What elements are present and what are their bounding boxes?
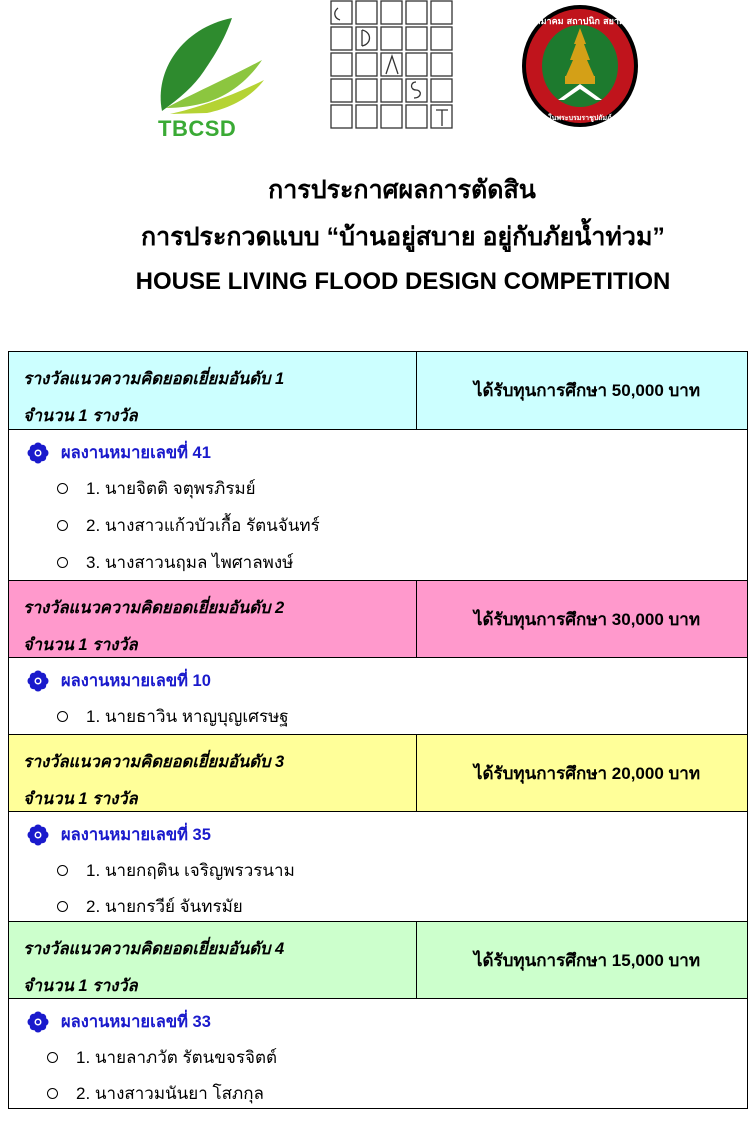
seal-top-text: สมาคม สถาปนิก สยาม <box>535 17 625 27</box>
circle-bullet-icon <box>47 1052 58 1063</box>
entry-number: ผลงานหมายเลขที่ 35 <box>61 826 211 844</box>
member-item <box>9 1039 747 1075</box>
member-name: 3. นางสาวนฤมล ไพศาลพงษ์ <box>86 553 294 572</box>
competition-title-english: HOUSE LIVING FLOOD DESIGN COMPETITION <box>135 268 671 295</box>
seal-bottom-text: ในพระบรมราชูปถัมภ์ <box>548 114 612 122</box>
member-item <box>9 470 747 507</box>
circle-bullet-icon <box>47 1088 58 1099</box>
entry-block-3 <box>9 811 747 921</box>
award-title: รางวัลแนวความคิดยอดเยี่ยมอันดับ 3 <box>23 753 285 771</box>
award-title-cell <box>9 581 417 657</box>
flower-bullet-icon <box>27 670 49 692</box>
award-prize: ได้รับทุนการศึกษา 50,000 บาท <box>473 381 701 400</box>
circle-bullet-icon <box>57 520 68 531</box>
circle-bullet-icon <box>57 557 68 568</box>
entry-number: ผลงานหมายเลขที่ 41 <box>61 444 211 462</box>
award-title: รางวัลแนวความคิดยอดเยี่ยมอันดับ 4 <box>23 940 285 958</box>
entry-heading <box>9 436 747 470</box>
cdast-logo <box>330 0 460 132</box>
announcement-title: การประกาศผลการตัดสิน <box>268 176 536 204</box>
flower-bullet-icon <box>27 442 49 464</box>
member-name: 1. นายกฤติน เจริญพรวรนาม <box>86 860 295 880</box>
flower-bullet-icon <box>27 824 49 846</box>
member-item <box>9 544 747 581</box>
circle-bullet-icon <box>57 865 68 876</box>
member-item <box>9 888 747 924</box>
competition-title-thai: การประกวดแบบ “บ้านอยู่สบาย อยู่กับภัยน้ำท่วม” <box>141 223 665 251</box>
entry-number: ผลงานหมายเลขที่ 10 <box>61 672 211 690</box>
member-name: 1. นายธาวิน หาญบุญเศรษฐ <box>86 707 289 726</box>
member-name: 2. นายกรวีย์ จันทรมัย <box>86 896 243 916</box>
entry-number: ผลงานหมายเลขที่ 33 <box>61 1013 211 1031</box>
award-count: จำนวน 1 รางวัล <box>23 977 138 995</box>
flower-bullet-icon <box>27 1011 49 1033</box>
award-title: รางวัลแนวความคิดยอดเยี่ยมอันดับ 1 <box>23 370 285 388</box>
results-table <box>8 351 748 1109</box>
award-count: จำนวน 1 รางวัล <box>23 636 138 654</box>
member-name: 2. นางสาวมนันยา โสภกุล <box>76 1083 264 1103</box>
grid-logo-icon <box>330 0 460 132</box>
asa-seal-logo <box>520 4 640 129</box>
member-name: 1. นายลาภวัต รัตนขจรจิตต์ <box>76 1047 278 1067</box>
award-prize: ได้รับทุนการศึกษา 30,000 บาท <box>473 609 701 629</box>
member-item <box>9 698 747 735</box>
entry-block-1 <box>9 429 747 580</box>
award-prize: ได้รับทุนการศึกษา 15,000 บาท <box>473 950 701 970</box>
award-count: จำนวน 1 รางวัล <box>23 407 138 425</box>
member-item <box>9 852 747 888</box>
member-item <box>9 1075 747 1111</box>
entry-block-2 <box>9 657 747 734</box>
award-row-3 <box>9 734 747 811</box>
tbcsd-logo <box>152 16 270 141</box>
award-row-1 <box>9 352 747 429</box>
entry-heading <box>9 818 747 852</box>
award-count: จำนวน 1 รางวัล <box>23 790 138 808</box>
entry-heading <box>9 1005 747 1039</box>
award-title-cell <box>9 352 417 429</box>
member-item <box>9 507 747 544</box>
member-name: 2. นางสาวแก้วบัวเกื้อ รัตนจันทร์ <box>86 516 320 535</box>
member-name: 1. นายจิตติ จตุพรภิรมย์ <box>86 479 256 498</box>
award-title: รางวัลแนวความคิดยอดเยี่ยมอันดับ 2 <box>23 599 285 617</box>
award-title-cell <box>9 922 417 998</box>
entry-heading <box>9 664 747 698</box>
award-prize: ได้รับทุนการศึกษา 20,000 บาท <box>473 763 701 783</box>
circle-bullet-icon <box>57 711 68 722</box>
seal-icon <box>520 4 640 129</box>
award-row-4 <box>9 921 747 998</box>
circle-bullet-icon <box>57 901 68 912</box>
tbcsd-wordmark: TBCSD <box>158 116 237 141</box>
circle-bullet-icon <box>57 483 68 494</box>
logo-bar <box>0 0 750 140</box>
award-row-2 <box>9 580 747 657</box>
award-title-cell <box>9 735 417 811</box>
tbcsd-leaf-icon <box>152 16 270 116</box>
entry-block-4 <box>9 998 747 1108</box>
